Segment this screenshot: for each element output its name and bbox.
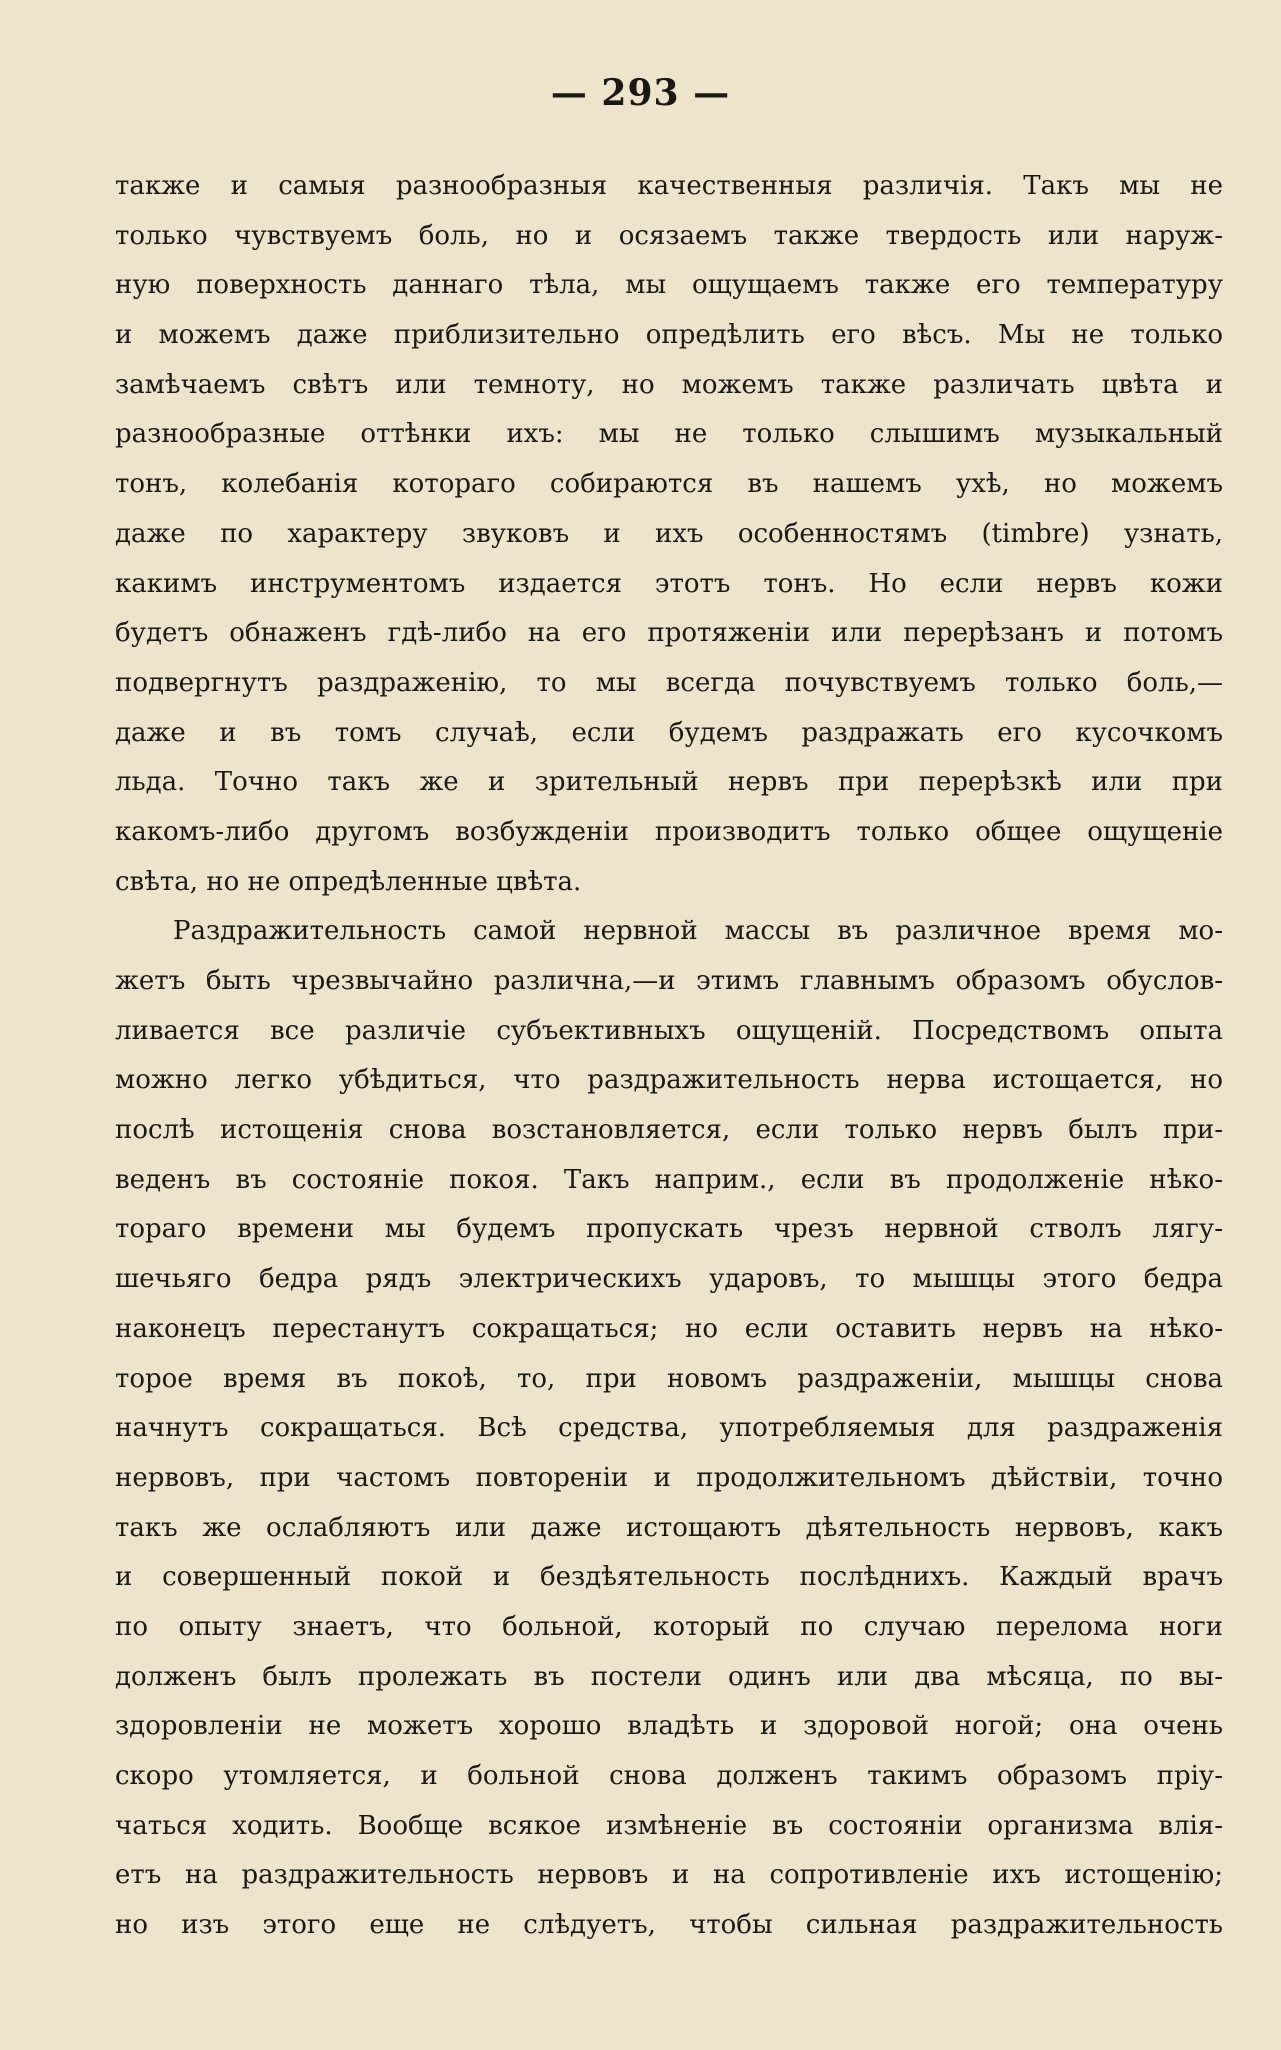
body-text	[115, 162, 1223, 1951]
text-line: какомъ-либо другомъ возбужденіи производитъ только общее ощущеніе	[115, 816, 1223, 847]
text-line: также и самыя разнообразныя качественныя различія. Такъ мы не	[115, 171, 1223, 201]
text-line: и можемъ даже приблизительно опредѣлить его вѣсъ. Мы не только	[115, 320, 1223, 351]
text-line: жетъ быть чрезвычайно различна,—и этимъ главнымъ образомъ обуслов-	[115, 966, 1223, 996]
text-line: чаться ходить. Вообще всякое измѣненіе въ состояніи организма влія-	[115, 1810, 1223, 1841]
text-line: свѣта, но не опредѣленные цвѣта.	[115, 866, 582, 897]
text-line: долженъ былъ пролежать въ постели одинъ или два мѣсяца, по вы-	[115, 1661, 1223, 1692]
text-line: веденъ въ состояніе покоя. Такъ наприм., если въ продолженіе нѣко-	[115, 1164, 1223, 1195]
text-line: замѣчаемъ свѣтъ или темноту, но можемъ также различать цвѣта и	[115, 369, 1223, 400]
text-line: тораго времени мы будемъ пропускать чрезъ нервной стволъ лягу-	[115, 1214, 1223, 1245]
page-number: — 293 —	[550, 72, 731, 114]
text-line: по опыту знаетъ, что больной, который по случаю перелома ноги	[115, 1611, 1223, 1642]
text-line: шечьяго бедра рядъ электрическихъ ударовъ, то мышцы этого бедра	[115, 1264, 1223, 1295]
text-line: здоровленіи не можетъ хорошо владѣть и здоровой ногой; она очень	[115, 1711, 1223, 1742]
text-line: нервовъ, при частомъ повтореніи и продолжительномъ дѣйствіи, точно	[115, 1462, 1223, 1493]
text-line: послѣ истощенія снова возстановляется, если только нервъ былъ при-	[115, 1115, 1223, 1146]
text-line: скоро утомляется, и больной снова долженъ такимъ образомъ пріу-	[115, 1761, 1223, 1791]
text-line: ную поверхность даннаго тѣла, мы ощущаемъ также его температуру	[115, 270, 1223, 301]
text-line: но изъ этого еще не слѣдуетъ, чтобы сильная раздражительность	[115, 1910, 1223, 1941]
text-line: льда. Точно такъ же и зрительный нервъ при перерѣзкѣ или при	[115, 767, 1223, 798]
text-line: разнообразные оттѣнки ихъ: мы не только слышимъ музыкальный	[115, 419, 1223, 450]
text-line: даже и въ томъ случаѣ, если будемъ раздражать его кусочкомъ	[115, 717, 1223, 748]
text-line: только чувствуемъ боль, но и осязаемъ также твердость или наруж-	[115, 220, 1223, 251]
text-line: и совершенный покой и бездѣятельность послѣднихъ. Каждый врачъ	[115, 1562, 1223, 1593]
text-line: какимъ инструментомъ издается этотъ тонъ. Но если нервъ кожи	[115, 568, 1223, 599]
text-line: даже по характеру звуковъ и ихъ особенностямъ (timbre) узнать,	[115, 518, 1223, 549]
text-line: такъ же ослабляютъ или даже истощаютъ дѣятельность нервовъ, какъ	[115, 1512, 1223, 1543]
text-line: будетъ обнаженъ гдѣ-либо на его протяженіи или перерѣзанъ и потомъ	[115, 618, 1223, 649]
paragraph-1	[115, 162, 1223, 907]
text-line: торое время въ покоѣ, то, при новомъ раздраженіи, мышцы снова	[115, 1363, 1223, 1394]
text-line: можно легко убѣдиться, что раздражительность нерва истощается, но	[115, 1065, 1223, 1096]
text-line: етъ на раздражительность нервовъ и на сопротивленіе ихъ истощенію;	[115, 1860, 1223, 1891]
text-line: Раздражительность самой нервной массы въ различное время мо-	[173, 916, 1223, 947]
text-line: наконецъ перестанутъ сокращаться; но если оставить нервъ на нѣко-	[115, 1313, 1223, 1344]
text-line: начнутъ сокращаться. Всѣ средства, употребляемыя для раздраженія	[115, 1413, 1223, 1444]
text-line: тонъ, колебанія котораго собираются въ нашемъ ухѣ, но можемъ	[115, 469, 1223, 500]
paragraph-2	[115, 907, 1223, 1950]
text-line: подвергнутъ раздраженію, то мы всегда почувствуемъ только боль,—	[115, 667, 1223, 698]
text-line: ливается все различіе субъективныхъ ощущеній. Посредствомъ опыта	[115, 1015, 1223, 1046]
